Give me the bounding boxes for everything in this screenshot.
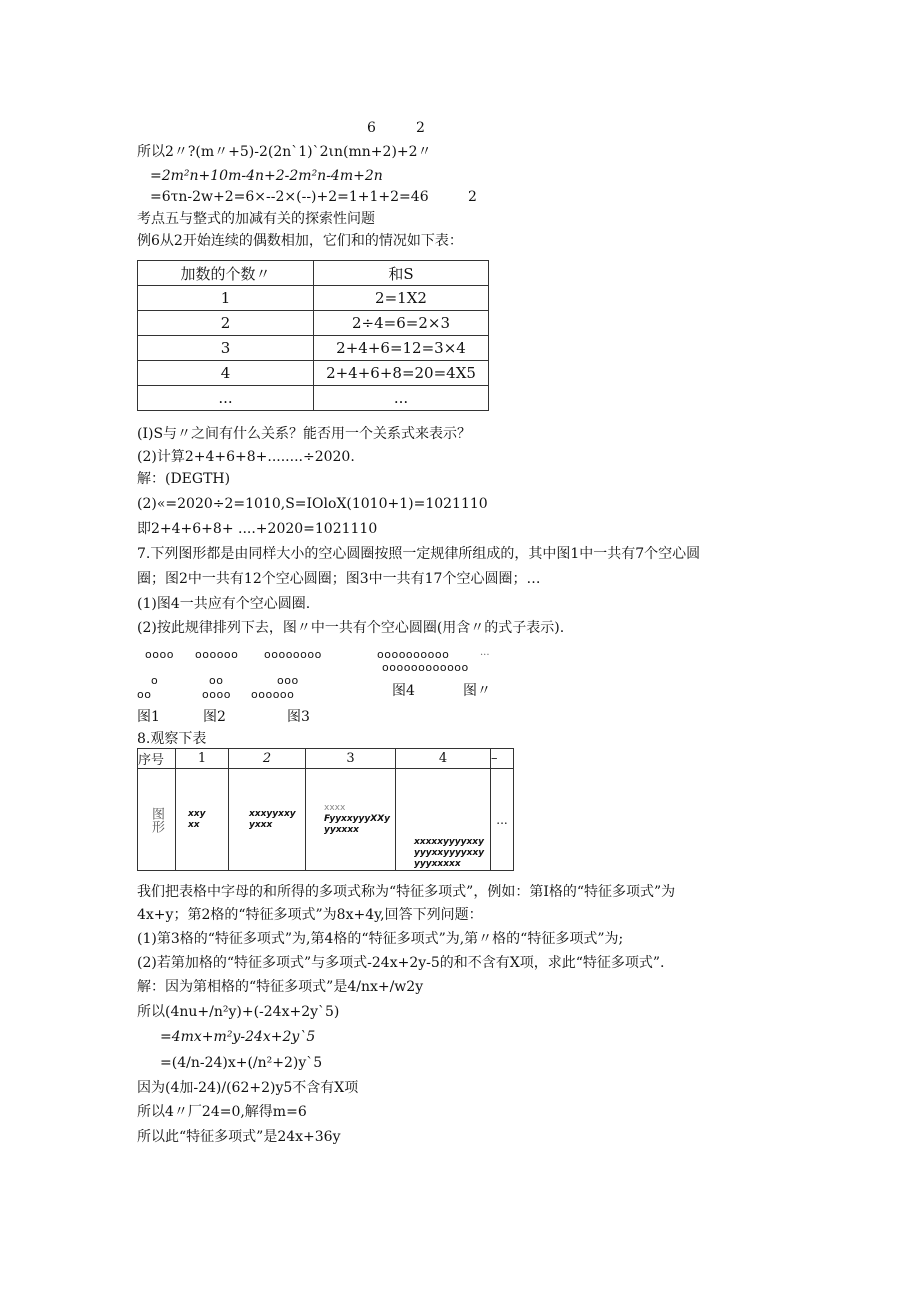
text-line: 我们把表格中字母的和所得的多项式称为“特征多项式”，例如：第I格的“特征多项式”为 xyxy=(137,884,676,900)
figure-label: 图2 xyxy=(203,709,226,725)
figure-label: 图3 xyxy=(287,709,310,725)
text-line: =2m²n+10m-4n+2-2m²n-4m+2n xyxy=(150,168,383,184)
text-line: 4x+y；第2格的“特征多项式”为8x+4y,回答下列问题： xyxy=(137,907,483,923)
circle-row: oooooooooo xyxy=(377,648,450,661)
pattern-line: xxxyyxxy xyxy=(249,808,296,819)
circle-row: oooooooooooo xyxy=(382,661,469,674)
table-row xyxy=(138,286,489,311)
figure-label: 图〃 xyxy=(463,683,491,699)
text-line: 所以2〃?(m〃+5)-2(2n`1)`2ιn(mn+2)+2〃 xyxy=(137,144,432,160)
text-line: (2)«=2020÷2=1010,S=IOloX(1010+1)=1021110 xyxy=(137,496,488,512)
text-line: (I)S与〃之间有什么关系？能否用一个关系式来表示？ xyxy=(137,426,472,442)
table-header-row xyxy=(138,749,514,769)
cell: 2=1X2 xyxy=(314,286,489,311)
text-line: =(4/n-24)x+(/n²+2)y`5 xyxy=(160,1055,323,1071)
text-line: (2)按此规律排列下去，图〃中一共有个空心圆圈(用含〃的式子表示). xyxy=(137,620,565,636)
pattern-table xyxy=(137,748,514,871)
pattern-line: yyxxxx xyxy=(324,825,359,835)
text-line: (2)计算2+4+6+8+........÷2020. xyxy=(137,449,355,465)
cell: 2 xyxy=(138,311,314,336)
header-cell: 3 xyxy=(306,749,396,769)
figure-label: 图1 xyxy=(137,709,160,725)
circle-row: oooo xyxy=(202,688,231,701)
header-cell: 序号 xyxy=(138,749,176,769)
header-cell: 4 xyxy=(396,749,491,769)
header-cell: 加数的个数〃 xyxy=(138,261,314,286)
pattern-line: xxxx xyxy=(324,803,346,813)
figure-label: 图4 xyxy=(392,683,415,699)
pattern-line: FyyxxyyyXXy xyxy=(324,814,391,824)
pattern-cell xyxy=(176,769,229,871)
text-line: 解：(DEGTH) xyxy=(137,471,231,487)
text-line: 所以(4nu+/n²y)+(-24x+2y`5) xyxy=(137,1004,340,1020)
circle-row: oo xyxy=(209,674,224,687)
text-line: 所以此“特征多项式”是24x+36y xyxy=(137,1129,341,1145)
cell: 2÷4=6=2×3 xyxy=(314,311,489,336)
table-row xyxy=(138,769,514,871)
text-line: 7.下列图形都是由同样大小的空心圆圈按照一定规律所组成的，其中图1中一共有7个空心圆 xyxy=(137,546,701,562)
circle-row: ooo xyxy=(277,674,299,687)
ellipsis: ... xyxy=(480,647,490,658)
text-line: =4mx+m²y-24x+2y`5 xyxy=(160,1029,316,1045)
table-header-row xyxy=(138,261,489,286)
cell: 2+4+6+8=20=4X5 xyxy=(314,361,489,386)
text-line: 即2+4+6+8+ ....+2020=1021110 xyxy=(137,521,378,537)
cell: ... xyxy=(314,386,489,411)
cell: ... xyxy=(138,386,314,411)
pattern-line: xx xyxy=(188,819,200,830)
circle-row: oooooooo xyxy=(264,648,322,661)
header-cell: 2 xyxy=(229,749,306,769)
pattern-line: yyyxxxxx xyxy=(414,859,461,869)
circle-row: o xyxy=(151,674,159,687)
sum-table xyxy=(137,260,489,411)
text-line: 圈；图2中一共有12个空心圆圈；图3中一共有17个空心圆圈；… xyxy=(137,571,541,587)
text-line: 所以4〃厂24=0,解得m=6 xyxy=(137,1104,307,1120)
circle-row: oooooo xyxy=(251,688,295,701)
text-line: (2)若第加格的“特征多项式”与多项式-24x+2y-5的和不含有X项，求此“特征多项式”. xyxy=(137,955,665,971)
section-heading: 考点五与整式的加减有关的探索性问题 xyxy=(137,211,375,227)
circle-row: oo xyxy=(137,688,152,701)
pattern-line: yyyxxyyyyxxy xyxy=(414,848,485,858)
pattern-cell xyxy=(396,769,491,871)
cell: 4 xyxy=(138,361,314,386)
header-cell: 1 xyxy=(176,749,229,769)
text-line: 例6从2开始连续的偶数相加，它们和的情况如下表： xyxy=(137,233,463,249)
circle-row: oooo xyxy=(145,648,174,661)
text-line: 解：因为第相格的“特征多项式”是4/nx+/w2y xyxy=(137,979,424,995)
cell: 1 xyxy=(138,286,314,311)
header-cell: 和S xyxy=(314,261,489,286)
table-row xyxy=(138,386,489,411)
text-line: 8.观察下表 xyxy=(137,731,207,747)
ellipsis-cell: ... xyxy=(491,769,514,871)
header-cell: – xyxy=(491,749,514,769)
fraction-numerators: 6 2 xyxy=(367,120,425,136)
cell: 2+4+6=12=3×4 xyxy=(314,336,489,361)
pattern-line: yxxx xyxy=(249,819,273,830)
pattern-cell xyxy=(306,769,396,871)
pattern-cell xyxy=(229,769,306,871)
text-line: =6τn-2w+2=6×--2×(--)+2=1+1+2=46 xyxy=(150,189,429,205)
circle-row: oooooo xyxy=(195,648,239,661)
table-row xyxy=(138,336,489,361)
table-row xyxy=(138,311,489,336)
text-line: (1)第3格的“特征多项式”为,第4格的“特征多项式”为,第〃格的“特征多项式”为; xyxy=(137,931,624,947)
pattern-line: xxy xyxy=(188,808,206,819)
text-line: 2 xyxy=(468,189,477,205)
cell: 3 xyxy=(138,336,314,361)
row-label: 图形 xyxy=(138,769,176,871)
text-line: 因为(4加-24)/(62+2)y5不含有X项 xyxy=(137,1080,359,1096)
text-line: (1)图4一共应有个空心圆圈. xyxy=(137,596,311,612)
table-row xyxy=(138,361,489,386)
pattern-line: xxxxxyyyyxxy xyxy=(414,837,484,847)
